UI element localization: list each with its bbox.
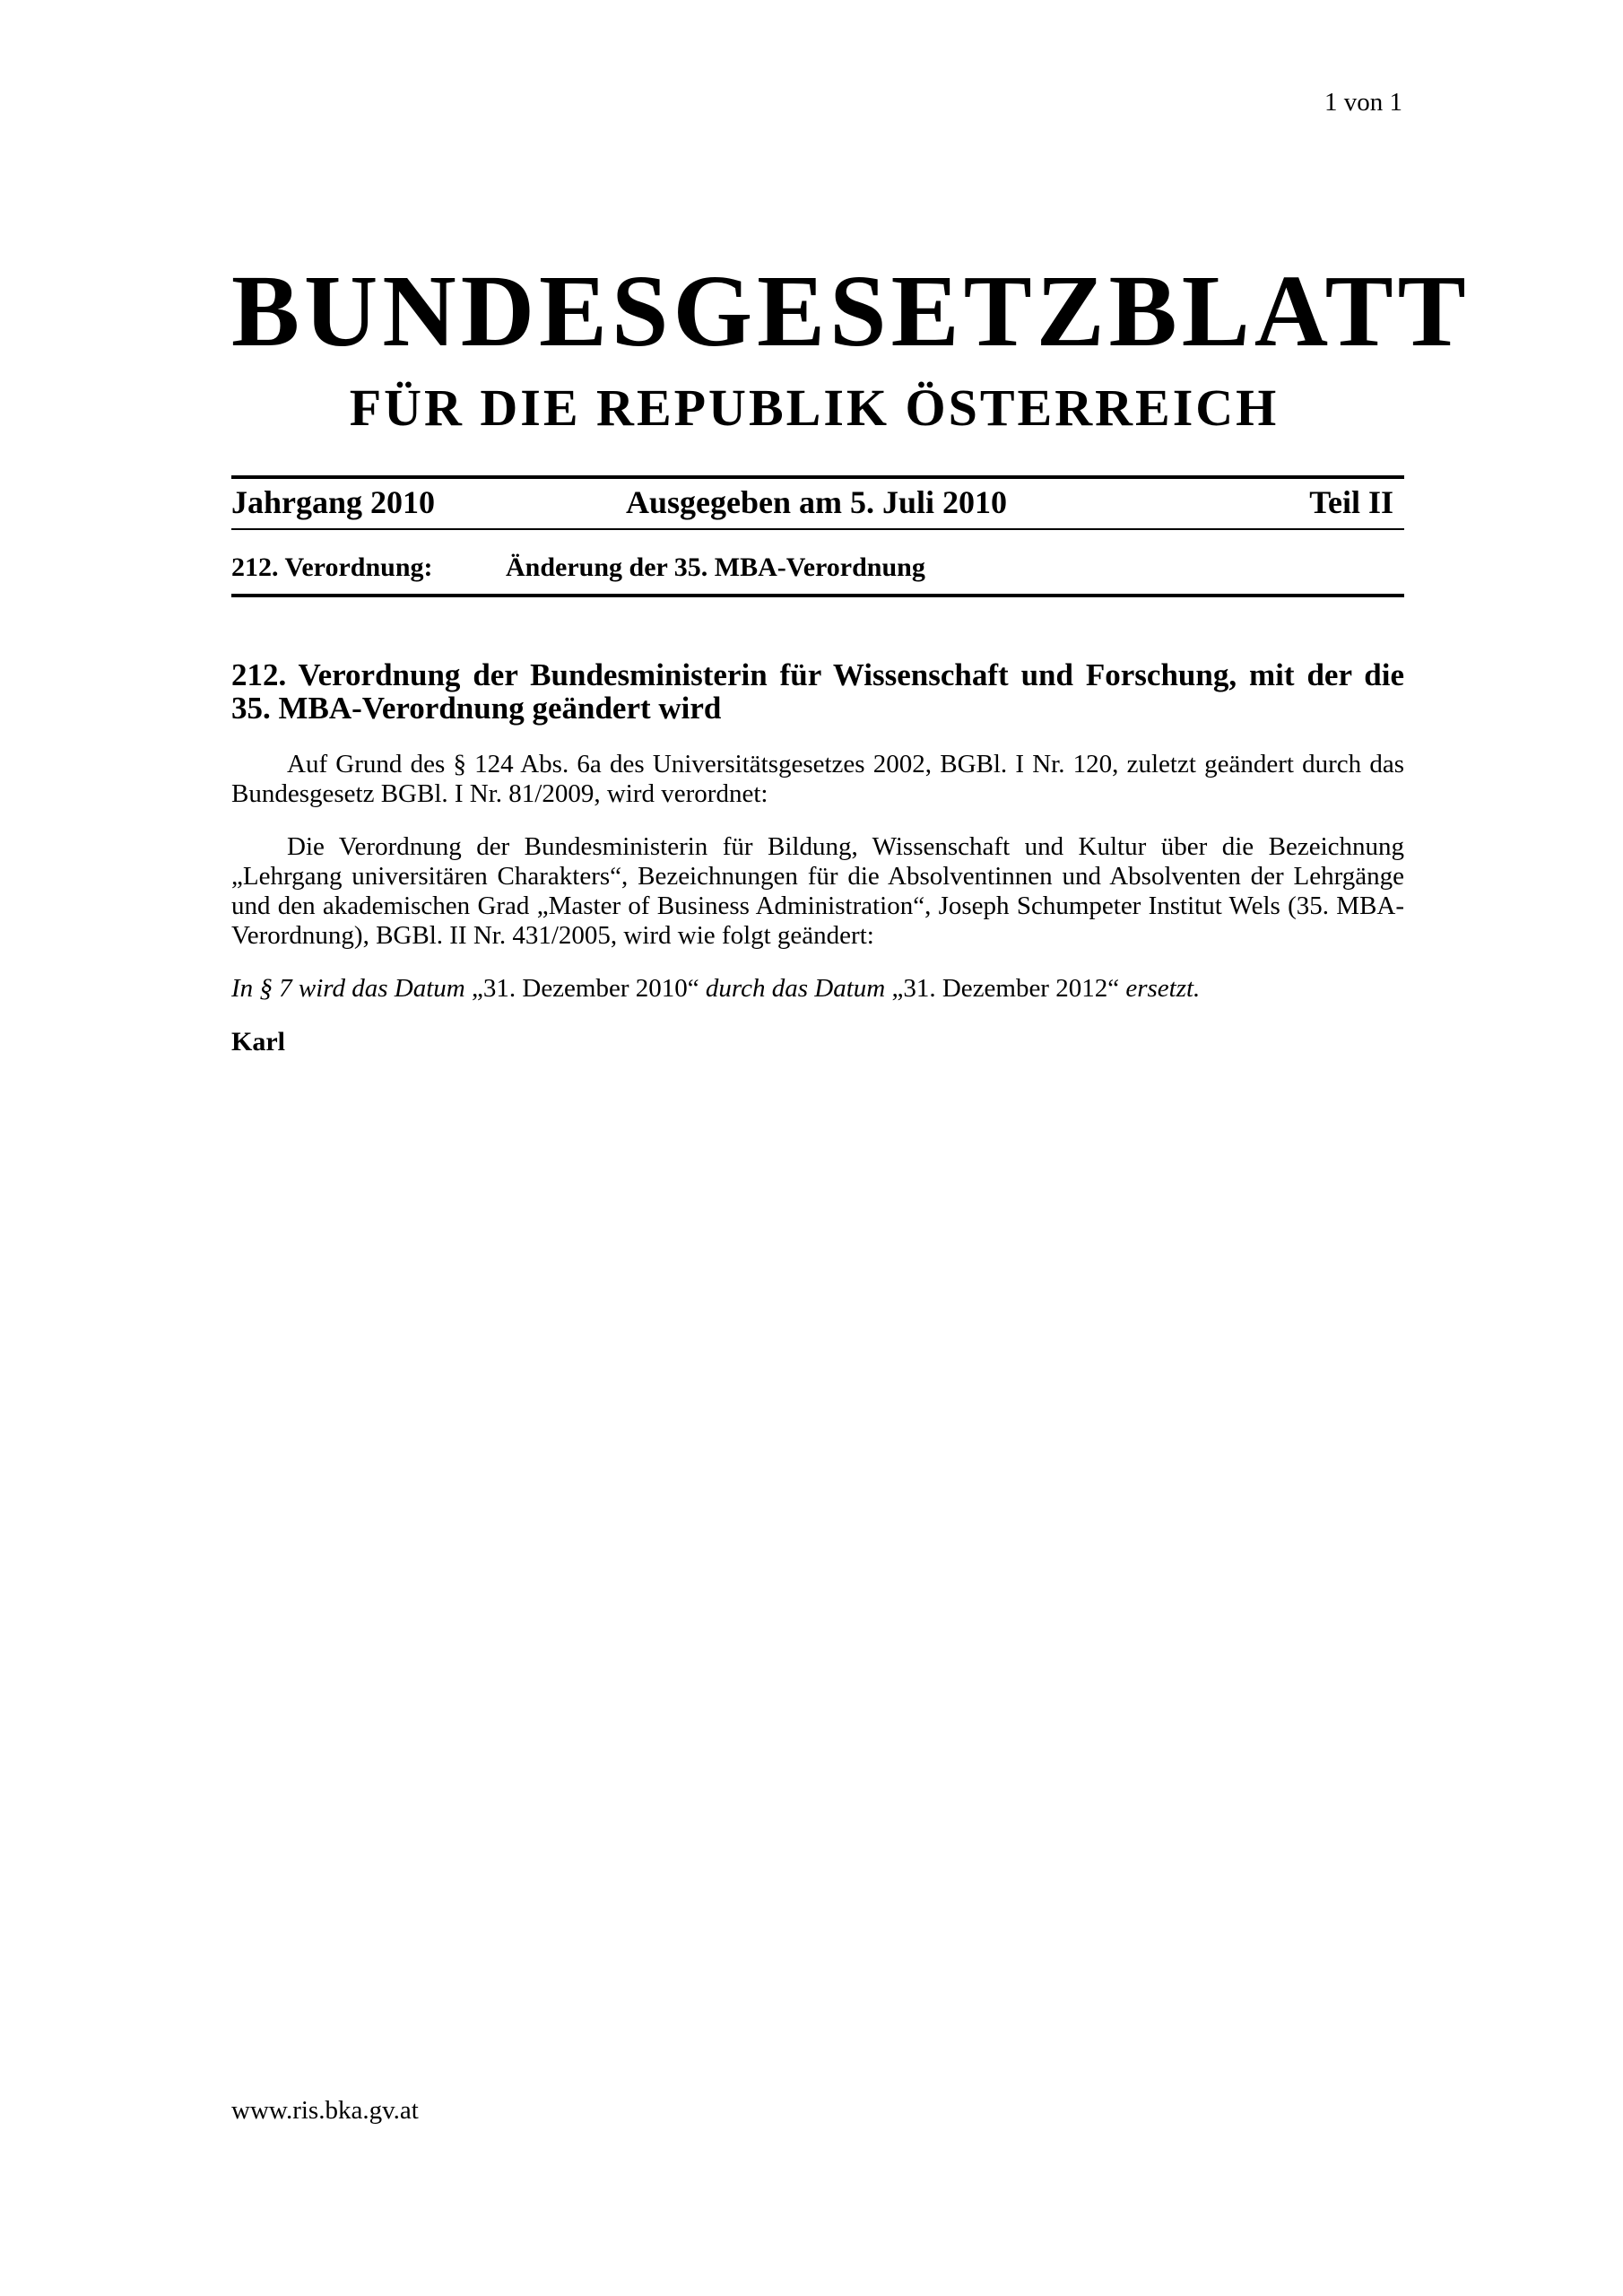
old-date: „31. Dezember 2010“	[472, 974, 699, 1003]
new-date: „31. Dezember 2012“	[891, 974, 1120, 1003]
signature: Karl	[231, 1027, 285, 1057]
toc-subject: Änderung der 35. MBA-Verordnung	[506, 552, 925, 582]
footer-url[interactable]: www.ris.bka.gv.at	[231, 2096, 419, 2125]
masthead	[231, 254, 1471, 437]
amended-ordinance-paragraph: Die Verordnung der Bundesministerin für Bildung, Wissenschaft und Kultur über die Bezeichnung „Lehrgang universitären Charakters“, Bezeichnungen für die Absolventinnen und Absolventen der Lehrgänge und den akademischen Grad „Master of Business Administration“, Joseph Schumpeter Institut Wels (35. MBA-Verordnung), BGBl. II Nr. 431/2005, wird wie folgt geändert:	[231, 832, 1404, 950]
issue-rule	[231, 528, 1404, 530]
amendment-text-1: In § 7 wird das Datum	[231, 974, 472, 1003]
top-rule	[231, 475, 1404, 479]
issue-part: Teil II	[1309, 484, 1393, 520]
legal-basis-paragraph: Auf Grund des § 124 Abs. 6a des Universitätsgesetzes 2002, BGBl. I Nr. 120, zuletzt geändert durch das Bundesgesetz BGBl. I Nr. 81/2009, wird verordnet:	[231, 750, 1404, 808]
gazette-subtitle: FÜR DIE REPUBLIK ÖSTERREICH	[349, 378, 1280, 437]
issue-date: Ausgegeben am 5. Juli 2010	[626, 484, 1008, 520]
page-number: 1 von 1	[1324, 88, 1402, 117]
issue-year: Jahrgang 2010	[231, 484, 436, 520]
document-body	[231, 658, 1404, 1057]
amendment-text-2: durch das Datum	[699, 974, 892, 1003]
toc-label: 212. Verordnung:	[231, 552, 433, 582]
ordinance-heading: 212. Verordnung der Bundesministerin für Wissenschaft und Forschung, mit der die 35. MBA-Verordnung geändert wird	[231, 657, 1404, 726]
amendment-text-3: ersetzt.	[1119, 974, 1201, 1003]
gazette-title: BUNDESGESETZBLATT	[231, 254, 1471, 368]
amendment-line	[231, 974, 1404, 1004]
toc-rule	[231, 594, 1404, 597]
